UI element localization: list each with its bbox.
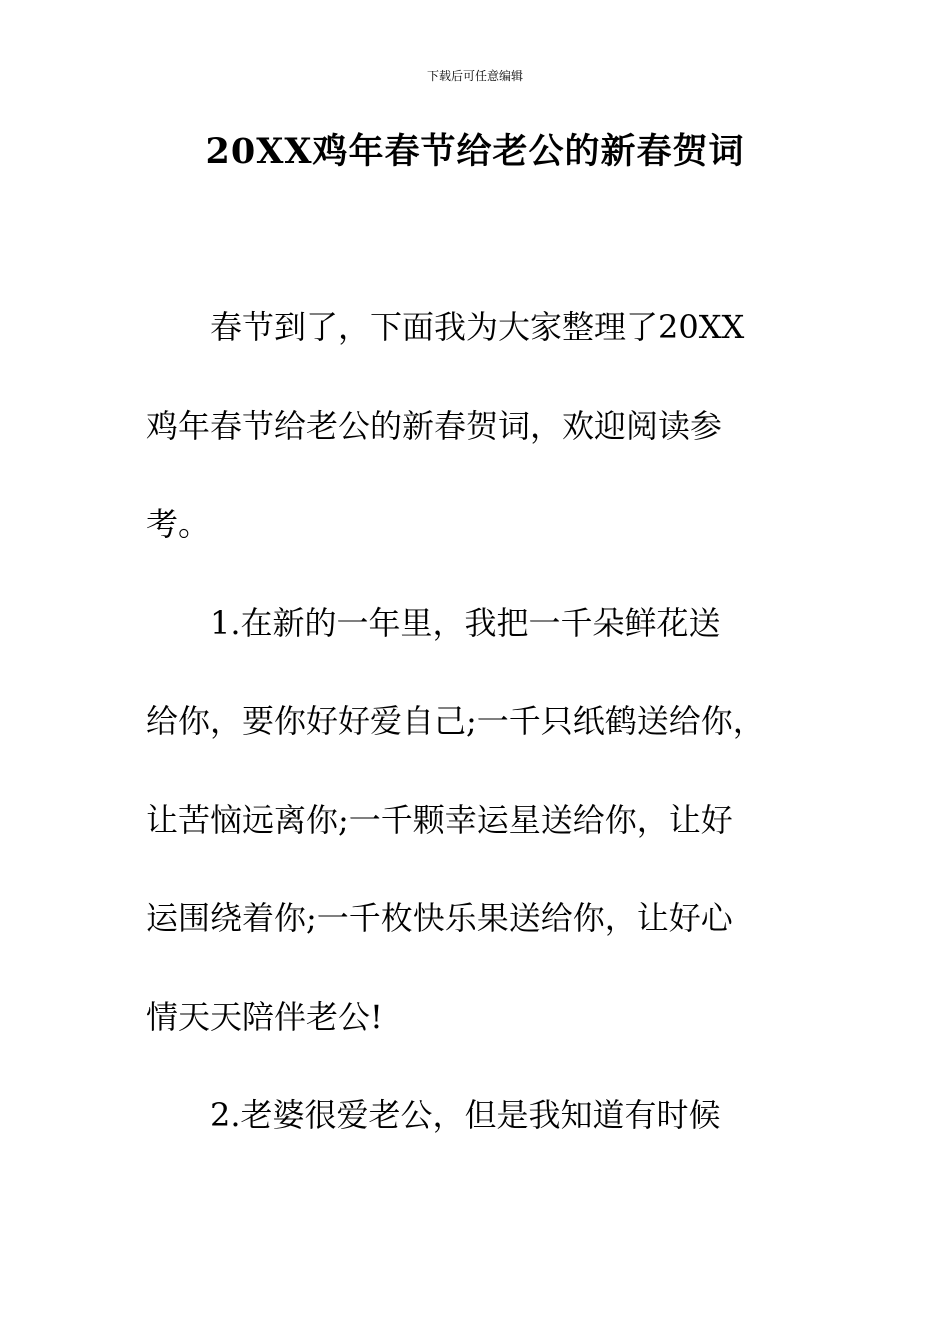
text-line: 2.老婆很爱老公，但是我知道有时候	[210, 1096, 721, 1134]
text-line: 让苦恼远离你;一千颗幸运星送给你，让好	[146, 800, 733, 839]
document-title: 20XX鸡年春节给老公的新春贺词	[205, 131, 745, 172]
text-line: 春节到了，下面我为大家整理了20XX	[210, 308, 745, 346]
greeting-item-1	[146, 574, 806, 1067]
intro-paragraph	[146, 278, 806, 574]
text-line: 给你，要你好好爱自己;一千只纸鹤送给你，	[146, 702, 765, 740]
document-body	[146, 278, 806, 1165]
text-line: 1.在新的一年里，我把一千朵鲜花送	[210, 603, 721, 642]
text-line: 鸡年春节给老公的新春贺词，欢迎阅读参	[146, 406, 723, 445]
header-note: 下载后可任意编辑	[426, 69, 523, 83]
text-line: 运围绕着你;一千枚快乐果送给你，让好心	[146, 899, 733, 937]
text-line: 情天天陪伴老公!	[146, 997, 383, 1036]
greeting-item-2	[146, 1066, 806, 1165]
text-line: 考。	[146, 505, 211, 543]
